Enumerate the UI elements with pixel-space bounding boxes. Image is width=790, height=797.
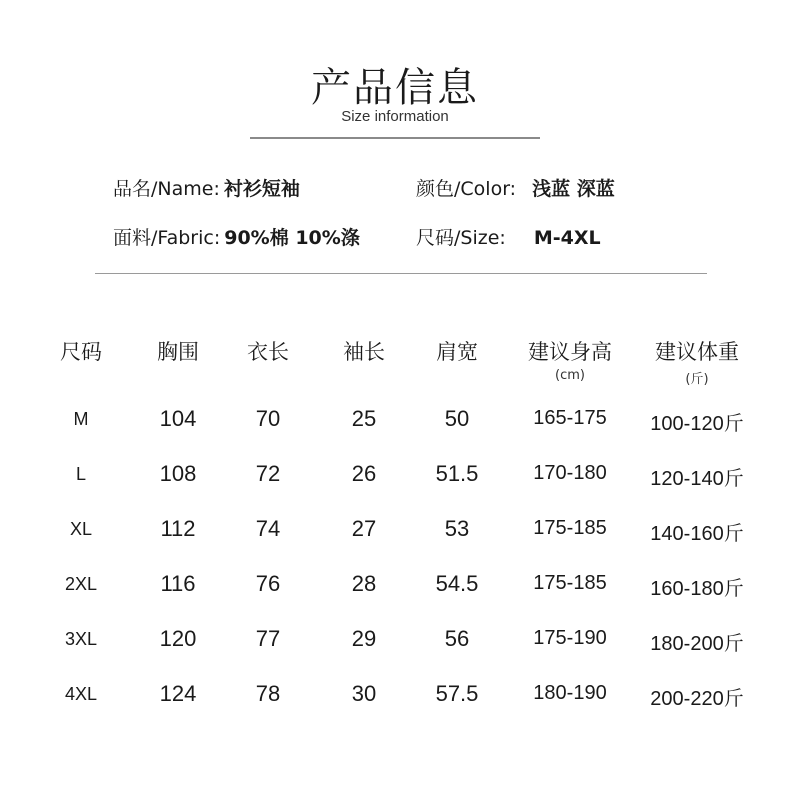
table-cell: 140-160斤 bbox=[650, 523, 744, 545]
column-header: 尺码 bbox=[60, 340, 102, 364]
name-value: 衬衫短袖 bbox=[223, 178, 300, 200]
info-fabric bbox=[113, 223, 360, 250]
column-header: 袖长 bbox=[343, 340, 385, 364]
size-label: 尺码/Size: bbox=[416, 227, 506, 249]
table-cell: 170-180 bbox=[533, 462, 607, 484]
fabric-label: 面料/Fabric: bbox=[113, 227, 221, 249]
table-cell: 54.5 bbox=[435, 571, 479, 596]
column-header: 衣长 bbox=[247, 340, 289, 364]
column-header: 建议身高 bbox=[528, 340, 612, 364]
table-cell: 29 bbox=[351, 626, 377, 651]
table-cell: 124 bbox=[159, 681, 197, 706]
table-cell: 77 bbox=[255, 626, 281, 651]
table-cell: 116 bbox=[160, 571, 196, 596]
size-cell: M bbox=[73, 409, 89, 429]
table-cell: 25 bbox=[351, 406, 377, 431]
table-cell: 70 bbox=[255, 406, 281, 431]
table-cell: 57.5 bbox=[435, 681, 479, 706]
table-cell: 120 bbox=[159, 626, 197, 651]
table-cell: 76 bbox=[255, 571, 281, 596]
table-cell: 165-175 bbox=[533, 407, 607, 429]
table-cell: 72 bbox=[255, 461, 281, 486]
table-cell: 108 bbox=[159, 461, 197, 486]
table-cell: 104 bbox=[159, 406, 197, 431]
table-cell: 200-220斤 bbox=[650, 688, 744, 710]
table-cell: 100-120斤 bbox=[650, 413, 744, 435]
name-label: 品名/Name: bbox=[113, 178, 220, 200]
table-cell: 27 bbox=[351, 516, 377, 541]
column-header: 肩宽 bbox=[436, 340, 478, 364]
column-header: 胸围 bbox=[157, 340, 199, 364]
table-cell: 175-185 bbox=[533, 572, 607, 594]
info-color bbox=[416, 174, 615, 201]
section-divider bbox=[95, 273, 707, 274]
fabric-value: 90%棉 10%涤 bbox=[224, 227, 360, 249]
table-cell: 56 bbox=[444, 626, 470, 651]
size-value: M-4XL bbox=[533, 227, 601, 249]
color-value: 浅蓝 深蓝 bbox=[532, 178, 615, 200]
table-cell: 74 bbox=[255, 516, 281, 541]
info-size bbox=[416, 223, 601, 250]
table-cell: 120-140斤 bbox=[650, 468, 744, 490]
table-cell: 180-190 bbox=[533, 682, 607, 704]
size-cell: 2XL bbox=[64, 574, 98, 594]
table-cell: 78 bbox=[255, 681, 281, 706]
table-cell: 175-190 bbox=[533, 627, 607, 649]
page-title: 产品信息 bbox=[311, 65, 479, 111]
column-unit: (cm) bbox=[555, 368, 585, 383]
page-subtitle: Size information bbox=[341, 108, 449, 125]
table-cell: 180-200斤 bbox=[650, 633, 744, 655]
table-cell: 26 bbox=[351, 461, 377, 486]
size-cell: L bbox=[75, 464, 86, 484]
table-cell: 28 bbox=[351, 571, 377, 596]
table-cell: 51.5 bbox=[435, 461, 479, 486]
table-cell: 175-185 bbox=[533, 517, 607, 539]
size-cell: XL bbox=[69, 519, 93, 539]
table-cell: 160-180斤 bbox=[650, 578, 744, 600]
table-cell: 112 bbox=[160, 516, 196, 541]
info-name bbox=[113, 174, 300, 201]
table-cell: 30 bbox=[351, 681, 377, 706]
table-cell: 50 bbox=[444, 406, 470, 431]
size-cell: 3XL bbox=[64, 629, 98, 649]
size-cell: 4XL bbox=[64, 684, 98, 704]
table-cell: 53 bbox=[444, 516, 470, 541]
color-label: 颜色/Color: bbox=[416, 178, 517, 200]
title-divider bbox=[250, 137, 540, 139]
column-header: 建议体重 bbox=[655, 340, 739, 364]
column-unit: (斤) bbox=[685, 372, 709, 387]
